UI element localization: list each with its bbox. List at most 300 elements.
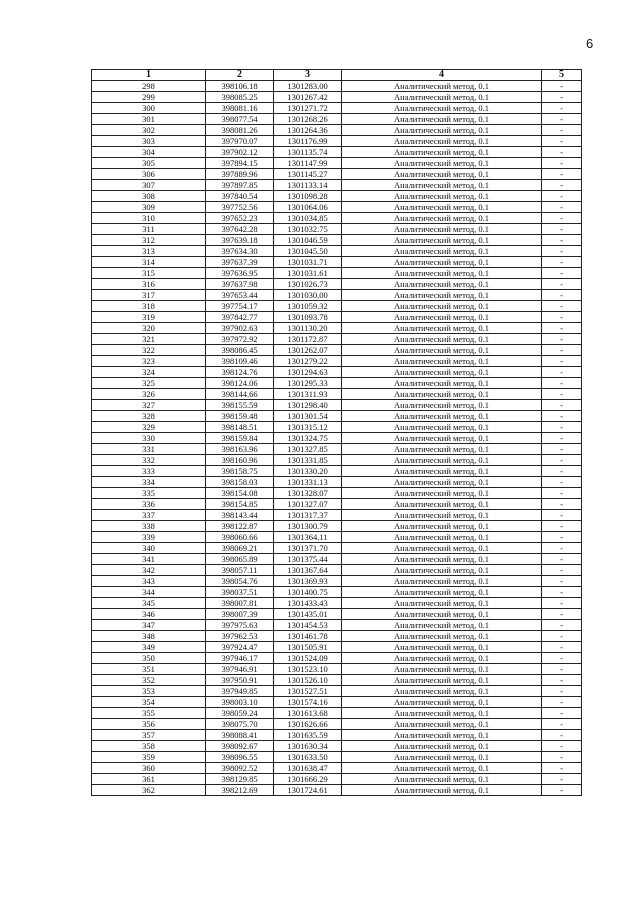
column-header: 4 xyxy=(342,70,542,81)
table-row xyxy=(92,136,582,147)
x-coordinate-cell: 398158.03 xyxy=(206,477,274,488)
note-cell: - xyxy=(542,785,582,796)
table-row xyxy=(92,565,582,576)
x-coordinate-cell: 398088.41 xyxy=(206,730,274,741)
y-coordinate-cell: 1301523.10 xyxy=(274,664,342,675)
point-number-cell: 343 xyxy=(92,576,206,587)
x-coordinate-cell: 398085.25 xyxy=(206,92,274,103)
note-cell: - xyxy=(542,620,582,631)
point-number-cell: 306 xyxy=(92,169,206,180)
table-row xyxy=(92,180,582,191)
y-coordinate-cell: 1301633.50 xyxy=(274,752,342,763)
table-row xyxy=(92,191,582,202)
method-cell: Аналитический метод, 0.1 xyxy=(342,290,542,301)
y-coordinate-cell: 1301369.93 xyxy=(274,576,342,587)
method-cell: Аналитический метод, 0.1 xyxy=(342,609,542,620)
x-coordinate-cell: 397653.44 xyxy=(206,290,274,301)
x-coordinate-cell: 397637.98 xyxy=(206,279,274,290)
table-row xyxy=(92,268,582,279)
method-cell: Аналитический метод, 0.1 xyxy=(342,400,542,411)
x-coordinate-cell: 397894.15 xyxy=(206,158,274,169)
note-cell: - xyxy=(542,730,582,741)
x-coordinate-cell: 398106.18 xyxy=(206,81,274,92)
y-coordinate-cell: 1301626.66 xyxy=(274,719,342,730)
point-number-cell: 346 xyxy=(92,609,206,620)
y-coordinate-cell: 1301294.63 xyxy=(274,367,342,378)
method-cell: Аналитический метод, 0.1 xyxy=(342,466,542,477)
point-number-cell: 308 xyxy=(92,191,206,202)
point-number-cell: 360 xyxy=(92,763,206,774)
y-coordinate-cell: 1301724.61 xyxy=(274,785,342,796)
table-row xyxy=(92,81,582,92)
point-number-cell: 359 xyxy=(92,752,206,763)
method-cell: Аналитический метод, 0.1 xyxy=(342,499,542,510)
note-cell: - xyxy=(542,92,582,103)
table-row xyxy=(92,730,582,741)
method-cell: Аналитический метод, 0.1 xyxy=(342,92,542,103)
note-cell: - xyxy=(542,81,582,92)
x-coordinate-cell: 397637.39 xyxy=(206,257,274,268)
method-cell: Аналитический метод, 0.1 xyxy=(342,686,542,697)
x-coordinate-cell: 398092.67 xyxy=(206,741,274,752)
y-coordinate-cell: 1301505.91 xyxy=(274,642,342,653)
y-coordinate-cell: 1301295.33 xyxy=(274,378,342,389)
method-cell: Аналитический метод, 0.1 xyxy=(342,543,542,554)
method-cell: Аналитический метод, 0.1 xyxy=(342,125,542,136)
point-number-cell: 350 xyxy=(92,653,206,664)
note-cell: - xyxy=(542,719,582,730)
method-cell: Аналитический метод, 0.1 xyxy=(342,191,542,202)
point-number-cell: 347 xyxy=(92,620,206,631)
x-coordinate-cell: 398003.10 xyxy=(206,697,274,708)
point-number-cell: 317 xyxy=(92,290,206,301)
point-number-cell: 321 xyxy=(92,334,206,345)
table-row xyxy=(92,411,582,422)
point-number-cell: 340 xyxy=(92,543,206,554)
table-row xyxy=(92,719,582,730)
table-row xyxy=(92,114,582,125)
point-number-cell: 307 xyxy=(92,180,206,191)
x-coordinate-cell: 397634.30 xyxy=(206,246,274,257)
table-row xyxy=(92,345,582,356)
note-cell: - xyxy=(542,279,582,290)
point-number-cell: 301 xyxy=(92,114,206,125)
table-row xyxy=(92,587,582,598)
method-cell: Аналитический метод, 0.1 xyxy=(342,444,542,455)
point-number-cell: 352 xyxy=(92,675,206,686)
method-cell: Аналитический метод, 0.1 xyxy=(342,719,542,730)
x-coordinate-cell: 398054.76 xyxy=(206,576,274,587)
point-number-cell: 332 xyxy=(92,455,206,466)
note-cell: - xyxy=(542,752,582,763)
note-cell: - xyxy=(542,411,582,422)
note-cell: - xyxy=(542,554,582,565)
x-coordinate-cell: 397639.18 xyxy=(206,235,274,246)
note-cell: - xyxy=(542,158,582,169)
method-cell: Аналитический метод, 0.1 xyxy=(342,598,542,609)
x-coordinate-cell: 397889.96 xyxy=(206,169,274,180)
note-cell: - xyxy=(542,114,582,125)
note-cell: - xyxy=(542,774,582,785)
method-cell: Аналитический метод, 0.1 xyxy=(342,697,542,708)
note-cell: - xyxy=(542,301,582,312)
y-coordinate-cell: 1301147.99 xyxy=(274,158,342,169)
note-cell: - xyxy=(542,631,582,642)
method-cell: Аналитический метод, 0.1 xyxy=(342,488,542,499)
table-row xyxy=(92,664,582,675)
table-row xyxy=(92,169,582,180)
point-number-cell: 324 xyxy=(92,367,206,378)
table-row xyxy=(92,576,582,587)
table-row xyxy=(92,466,582,477)
x-coordinate-cell: 398060.66 xyxy=(206,532,274,543)
note-cell: - xyxy=(542,312,582,323)
method-cell: Аналитический метод, 0.1 xyxy=(342,389,542,400)
note-cell: - xyxy=(542,257,582,268)
method-cell: Аналитический метод, 0.1 xyxy=(342,675,542,686)
table-row xyxy=(92,323,582,334)
note-cell: - xyxy=(542,565,582,576)
method-cell: Аналитический метод, 0.1 xyxy=(342,510,542,521)
point-number-cell: 348 xyxy=(92,631,206,642)
x-coordinate-cell: 397950.91 xyxy=(206,675,274,686)
table-row xyxy=(92,224,582,235)
point-number-cell: 327 xyxy=(92,400,206,411)
method-cell: Аналитический метод, 0.1 xyxy=(342,565,542,576)
x-coordinate-cell: 397949.85 xyxy=(206,686,274,697)
y-coordinate-cell: 1301135.74 xyxy=(274,147,342,158)
y-coordinate-cell: 1301635.59 xyxy=(274,730,342,741)
y-coordinate-cell: 1301093.78 xyxy=(274,312,342,323)
table-row xyxy=(92,609,582,620)
point-number-cell: 314 xyxy=(92,257,206,268)
point-number-cell: 354 xyxy=(92,697,206,708)
x-coordinate-cell: 398148.51 xyxy=(206,422,274,433)
point-number-cell: 336 xyxy=(92,499,206,510)
y-coordinate-cell: 1301461.78 xyxy=(274,631,342,642)
table-row xyxy=(92,477,582,488)
x-coordinate-cell: 398086.45 xyxy=(206,345,274,356)
method-cell: Аналитический метод, 0.1 xyxy=(342,103,542,114)
method-cell: Аналитический метод, 0.1 xyxy=(342,147,542,158)
point-number-cell: 303 xyxy=(92,136,206,147)
y-coordinate-cell: 1301030.00 xyxy=(274,290,342,301)
point-number-cell: 322 xyxy=(92,345,206,356)
point-number-cell: 311 xyxy=(92,224,206,235)
note-cell: - xyxy=(542,686,582,697)
note-cell: - xyxy=(542,323,582,334)
table-row xyxy=(92,356,582,367)
point-number-cell: 358 xyxy=(92,741,206,752)
x-coordinate-cell: 398154.08 xyxy=(206,488,274,499)
y-coordinate-cell: 1301526.10 xyxy=(274,675,342,686)
method-cell: Аналитический метод, 0.1 xyxy=(342,631,542,642)
y-coordinate-cell: 1301331.13 xyxy=(274,477,342,488)
y-coordinate-cell: 1301264.36 xyxy=(274,125,342,136)
x-coordinate-cell: 398122.87 xyxy=(206,521,274,532)
x-coordinate-cell: 397842.77 xyxy=(206,312,274,323)
x-coordinate-cell: 397972.92 xyxy=(206,334,274,345)
table-row xyxy=(92,301,582,312)
y-coordinate-cell: 1301098.28 xyxy=(274,191,342,202)
table-row xyxy=(92,598,582,609)
method-cell: Аналитический метод, 0.1 xyxy=(342,246,542,257)
y-coordinate-cell: 1301031.61 xyxy=(274,268,342,279)
method-cell: Аналитический метод, 0.1 xyxy=(342,741,542,752)
method-cell: Аналитический метод, 0.1 xyxy=(342,213,542,224)
point-number-cell: 318 xyxy=(92,301,206,312)
method-cell: Аналитический метод, 0.1 xyxy=(342,433,542,444)
point-number-cell: 344 xyxy=(92,587,206,598)
x-coordinate-cell: 398081.16 xyxy=(206,103,274,114)
table-row xyxy=(92,158,582,169)
note-cell: - xyxy=(542,389,582,400)
point-number-cell: 319 xyxy=(92,312,206,323)
point-number-cell: 325 xyxy=(92,378,206,389)
point-number-cell: 329 xyxy=(92,422,206,433)
note-cell: - xyxy=(542,741,582,752)
y-coordinate-cell: 1301454.53 xyxy=(274,620,342,631)
table-row xyxy=(92,455,582,466)
x-coordinate-cell: 398081.26 xyxy=(206,125,274,136)
note-cell: - xyxy=(542,224,582,235)
x-coordinate-cell: 398007.81 xyxy=(206,598,274,609)
note-cell: - xyxy=(542,675,582,686)
y-coordinate-cell: 1301330.20 xyxy=(274,466,342,477)
table-row xyxy=(92,774,582,785)
method-cell: Аналитический метод, 0.1 xyxy=(342,422,542,433)
note-cell: - xyxy=(542,466,582,477)
point-number-cell: 351 xyxy=(92,664,206,675)
point-number-cell: 356 xyxy=(92,719,206,730)
table-row xyxy=(92,488,582,499)
note-cell: - xyxy=(542,543,582,554)
method-cell: Аналитический метод, 0.1 xyxy=(342,169,542,180)
table-body xyxy=(92,81,582,796)
y-coordinate-cell: 1301298.40 xyxy=(274,400,342,411)
point-number-cell: 331 xyxy=(92,444,206,455)
x-coordinate-cell: 397946.17 xyxy=(206,653,274,664)
note-cell: - xyxy=(542,708,582,719)
x-coordinate-cell: 398069.21 xyxy=(206,543,274,554)
table-row xyxy=(92,675,582,686)
method-cell: Аналитический метод, 0.1 xyxy=(342,367,542,378)
note-cell: - xyxy=(542,334,582,345)
y-coordinate-cell: 1301630.34 xyxy=(274,741,342,752)
point-number-cell: 300 xyxy=(92,103,206,114)
x-coordinate-cell: 397754.17 xyxy=(206,301,274,312)
method-cell: Аналитический метод, 0.1 xyxy=(342,785,542,796)
note-cell: - xyxy=(542,455,582,466)
method-cell: Аналитический метод, 0.1 xyxy=(342,708,542,719)
method-cell: Аналитический метод, 0.1 xyxy=(342,730,542,741)
x-coordinate-cell: 398154.85 xyxy=(206,499,274,510)
table-row xyxy=(92,785,582,796)
point-number-cell: 357 xyxy=(92,730,206,741)
point-number-cell: 353 xyxy=(92,686,206,697)
note-cell: - xyxy=(542,213,582,224)
note-cell: - xyxy=(542,763,582,774)
table-row xyxy=(92,741,582,752)
table-row xyxy=(92,92,582,103)
note-cell: - xyxy=(542,576,582,587)
method-cell: Аналитический метод, 0.1 xyxy=(342,752,542,763)
y-coordinate-cell: 1301300.79 xyxy=(274,521,342,532)
y-coordinate-cell: 1301433.43 xyxy=(274,598,342,609)
table-row xyxy=(92,389,582,400)
note-cell: - xyxy=(542,532,582,543)
note-cell: - xyxy=(542,521,582,532)
table-row xyxy=(92,103,582,114)
y-coordinate-cell: 1301527.51 xyxy=(274,686,342,697)
x-coordinate-cell: 398059.24 xyxy=(206,708,274,719)
method-cell: Аналитический метод, 0.1 xyxy=(342,774,542,785)
x-coordinate-cell: 397636.95 xyxy=(206,268,274,279)
method-cell: Аналитический метод, 0.1 xyxy=(342,345,542,356)
y-coordinate-cell: 1301364.11 xyxy=(274,532,342,543)
y-coordinate-cell: 1301400.75 xyxy=(274,587,342,598)
note-cell: - xyxy=(542,433,582,444)
table-row xyxy=(92,279,582,290)
table-row xyxy=(92,334,582,345)
table-row xyxy=(92,554,582,565)
y-coordinate-cell: 1301032.75 xyxy=(274,224,342,235)
y-coordinate-cell: 1301262.07 xyxy=(274,345,342,356)
method-cell: Аналитический метод, 0.1 xyxy=(342,81,542,92)
point-number-cell: 310 xyxy=(92,213,206,224)
table-row xyxy=(92,653,582,664)
note-cell: - xyxy=(542,345,582,356)
y-coordinate-cell: 1301279.22 xyxy=(274,356,342,367)
method-cell: Аналитический метод, 0.1 xyxy=(342,521,542,532)
x-coordinate-cell: 397897.85 xyxy=(206,180,274,191)
y-coordinate-cell: 1301145.27 xyxy=(274,169,342,180)
x-coordinate-cell: 398124.76 xyxy=(206,367,274,378)
y-coordinate-cell: 1301315.12 xyxy=(274,422,342,433)
y-coordinate-cell: 1301059.32 xyxy=(274,301,342,312)
method-cell: Аналитический метод, 0.1 xyxy=(342,301,542,312)
x-coordinate-cell: 398159.48 xyxy=(206,411,274,422)
x-coordinate-cell: 397902.63 xyxy=(206,323,274,334)
point-number-cell: 361 xyxy=(92,774,206,785)
note-cell: - xyxy=(542,356,582,367)
table-row xyxy=(92,246,582,257)
x-coordinate-cell: 397970.07 xyxy=(206,136,274,147)
y-coordinate-cell: 1301268.26 xyxy=(274,114,342,125)
point-number-cell: 337 xyxy=(92,510,206,521)
y-coordinate-cell: 1301524.09 xyxy=(274,653,342,664)
x-coordinate-cell: 398144.66 xyxy=(206,389,274,400)
method-cell: Аналитический метод, 0.1 xyxy=(342,664,542,675)
method-cell: Аналитический метод, 0.1 xyxy=(342,235,542,246)
note-cell: - xyxy=(542,169,582,180)
note-cell: - xyxy=(542,664,582,675)
point-number-cell: 302 xyxy=(92,125,206,136)
point-number-cell: 341 xyxy=(92,554,206,565)
x-coordinate-cell: 398124.06 xyxy=(206,378,274,389)
y-coordinate-cell: 1301176.99 xyxy=(274,136,342,147)
table-row xyxy=(92,532,582,543)
point-number-cell: 355 xyxy=(92,708,206,719)
method-cell: Аналитический метод, 0.1 xyxy=(342,620,542,631)
table-row xyxy=(92,257,582,268)
note-cell: - xyxy=(542,367,582,378)
note-cell: - xyxy=(542,202,582,213)
method-cell: Аналитический метод, 0.1 xyxy=(342,576,542,587)
note-cell: - xyxy=(542,642,582,653)
point-number-cell: 334 xyxy=(92,477,206,488)
y-coordinate-cell: 1301026.73 xyxy=(274,279,342,290)
method-cell: Аналитический метод, 0.1 xyxy=(342,268,542,279)
note-cell: - xyxy=(542,125,582,136)
column-header: 1 xyxy=(92,70,206,81)
x-coordinate-cell: 398212.69 xyxy=(206,785,274,796)
x-coordinate-cell: 398057.11 xyxy=(206,565,274,576)
column-header: 3 xyxy=(274,70,342,81)
point-number-cell: 326 xyxy=(92,389,206,400)
note-cell: - xyxy=(542,598,582,609)
point-number-cell: 312 xyxy=(92,235,206,246)
note-cell: - xyxy=(542,609,582,620)
note-cell: - xyxy=(542,587,582,598)
point-number-cell: 320 xyxy=(92,323,206,334)
x-coordinate-cell: 398037.51 xyxy=(206,587,274,598)
note-cell: - xyxy=(542,268,582,279)
x-coordinate-cell: 397752.56 xyxy=(206,202,274,213)
note-cell: - xyxy=(542,235,582,246)
x-coordinate-cell: 397946.91 xyxy=(206,664,274,675)
method-cell: Аналитический метод, 0.1 xyxy=(342,279,542,290)
point-number-cell: 328 xyxy=(92,411,206,422)
y-coordinate-cell: 1301311.93 xyxy=(274,389,342,400)
method-cell: Аналитический метод, 0.1 xyxy=(342,257,542,268)
y-coordinate-cell: 1301327.85 xyxy=(274,444,342,455)
y-coordinate-cell: 1301133.14 xyxy=(274,180,342,191)
method-cell: Аналитический метод, 0.1 xyxy=(342,202,542,213)
x-coordinate-cell: 398143.44 xyxy=(206,510,274,521)
method-cell: Аналитический метод, 0.1 xyxy=(342,554,542,565)
table-row xyxy=(92,147,582,158)
table-row xyxy=(92,499,582,510)
table-row xyxy=(92,400,582,411)
note-cell: - xyxy=(542,510,582,521)
note-cell: - xyxy=(542,400,582,411)
method-cell: Аналитический метод, 0.1 xyxy=(342,136,542,147)
table-row xyxy=(92,433,582,444)
point-number-cell: 323 xyxy=(92,356,206,367)
method-cell: Аналитический метод, 0.1 xyxy=(342,653,542,664)
table-row xyxy=(92,290,582,301)
table-row xyxy=(92,752,582,763)
x-coordinate-cell: 397642.28 xyxy=(206,224,274,235)
note-cell: - xyxy=(542,246,582,257)
note-cell: - xyxy=(542,378,582,389)
y-coordinate-cell: 1301031.71 xyxy=(274,257,342,268)
table-row xyxy=(92,312,582,323)
note-cell: - xyxy=(542,499,582,510)
note-cell: - xyxy=(542,180,582,191)
point-number-cell: 309 xyxy=(92,202,206,213)
x-coordinate-cell: 397902.12 xyxy=(206,147,274,158)
method-cell: Аналитический метод, 0.1 xyxy=(342,224,542,235)
x-coordinate-cell: 397924.47 xyxy=(206,642,274,653)
y-coordinate-cell: 1301046.59 xyxy=(274,235,342,246)
y-coordinate-cell: 1301367.64 xyxy=(274,565,342,576)
x-coordinate-cell: 398007.39 xyxy=(206,609,274,620)
y-coordinate-cell: 1301045.50 xyxy=(274,246,342,257)
table-row xyxy=(92,213,582,224)
note-cell: - xyxy=(542,136,582,147)
